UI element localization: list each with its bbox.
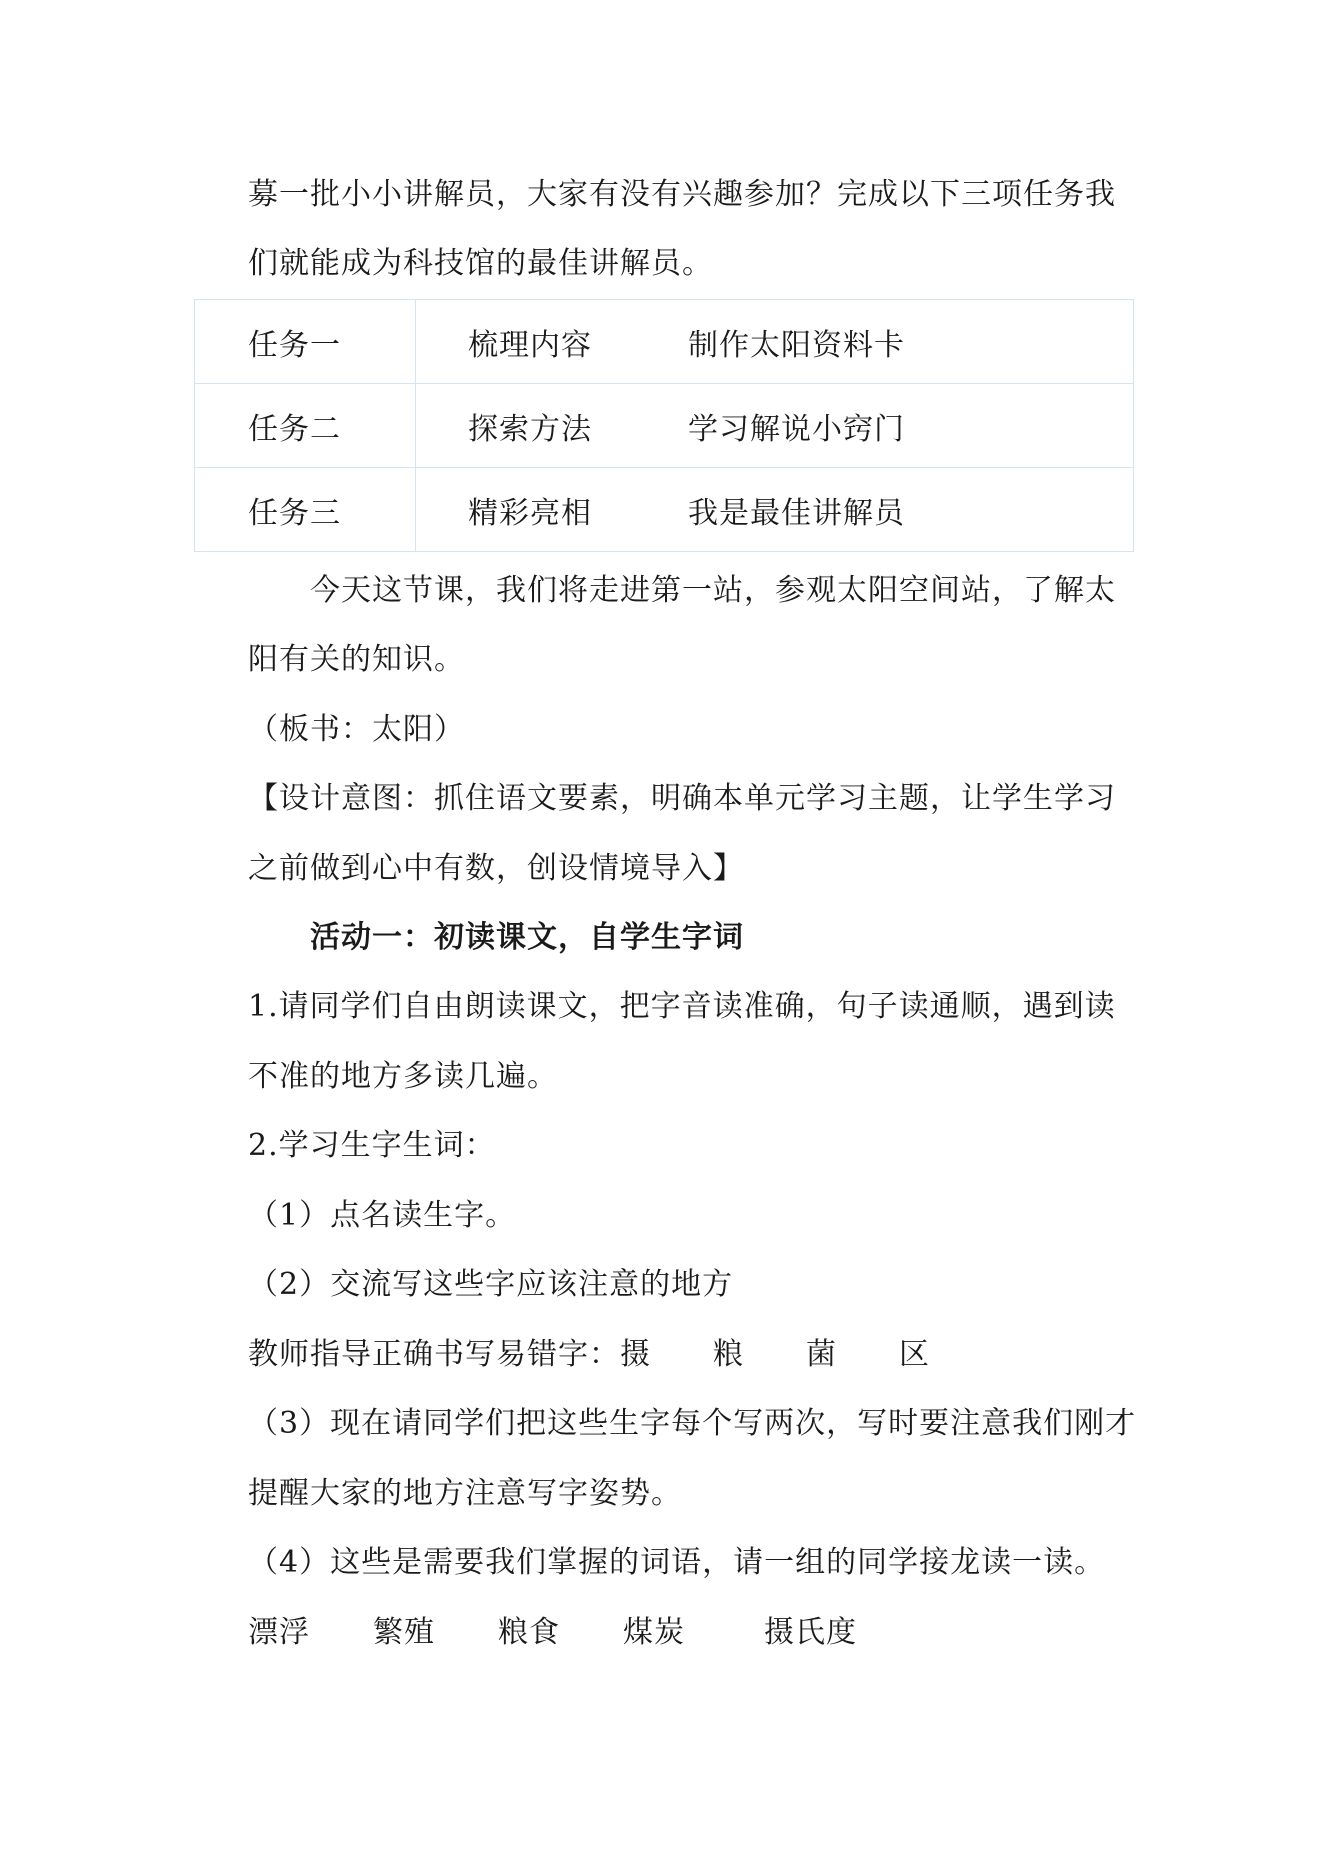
task-action: 精彩亮相 xyxy=(468,495,592,531)
vocab-word: 煤炭 xyxy=(623,1615,685,1650)
table-row xyxy=(195,300,1134,384)
substep-1: （1）点名读生字。 xyxy=(248,1198,517,1233)
design-line-1: 【设计意图：抓住语文要素，明确本单元学习主题，让学生学习 xyxy=(248,781,1116,816)
task-name: 任务三 xyxy=(195,468,416,552)
step2-heading: 2.学习生字生词： xyxy=(248,1128,496,1163)
guide-char: 摄 xyxy=(620,1337,651,1372)
task-name: 任务一 xyxy=(195,300,416,384)
step1-line-2: 不准的地方多读几遍。 xyxy=(248,1059,558,1094)
task-goal: 制作太阳资料卡 xyxy=(688,327,905,363)
intro-line-2: 们就能成为科技馆的最佳讲解员。 xyxy=(248,246,713,281)
vocab-word: 粮食 xyxy=(498,1615,560,1650)
task-goal: 学习解说小窍门 xyxy=(688,411,905,447)
vocab-list xyxy=(248,1613,1128,1653)
substep-4: （4）这些是需要我们掌握的词语，请一组的同学接龙读一读。 xyxy=(248,1545,1106,1580)
activity-title: 活动一：初读课文，自学生字词 xyxy=(310,920,744,955)
intro-line-1: 募一批小小讲解员，大家有没有兴趣参加？完成以下三项任务我 xyxy=(248,177,1116,212)
substep-3-line-1: （3）现在请同学们把这些生字每个写两次，写时要注意我们刚才 xyxy=(248,1406,1137,1441)
task-detail xyxy=(416,468,1134,552)
task-table xyxy=(194,299,1134,552)
guide-char: 区 xyxy=(899,1337,930,1372)
today-line-2: 阳有关的知识。 xyxy=(248,642,465,677)
task-goal: 我是最佳讲解员 xyxy=(688,495,905,531)
task-name: 任务二 xyxy=(195,384,416,468)
guide-char: 粮 xyxy=(713,1337,744,1372)
task-detail xyxy=(416,300,1134,384)
task-action: 探索方法 xyxy=(468,411,592,447)
table-row xyxy=(195,468,1134,552)
guide-line xyxy=(248,1335,1128,1375)
guide-char: 菌 xyxy=(806,1337,837,1372)
substep-2: （2）交流写这些字应该注意的地方 xyxy=(248,1267,734,1302)
design-line-2: 之前做到心中有数，创设情境导入】 xyxy=(248,851,744,886)
task-detail xyxy=(416,384,1134,468)
board-note: （板书：太阳） xyxy=(248,712,465,747)
vocab-word: 摄氏度 xyxy=(764,1615,857,1650)
task-action: 梳理内容 xyxy=(468,327,592,363)
today-line-1: 今天这节课，我们将走进第一站，参观太阳空间站，了解太 xyxy=(310,573,1116,608)
substep-3-line-2: 提醒大家的地方注意写字姿势。 xyxy=(248,1476,682,1511)
guide-label: 教师指导正确书写易错字： xyxy=(248,1337,620,1372)
table-row xyxy=(195,384,1134,468)
step1-line-1: 1.请同学们自由朗读课文，把字音读准确，句子读通顺，遇到读 xyxy=(248,989,1116,1024)
vocab-word: 漂浮 xyxy=(248,1615,310,1650)
vocab-word: 繁殖 xyxy=(373,1615,435,1650)
